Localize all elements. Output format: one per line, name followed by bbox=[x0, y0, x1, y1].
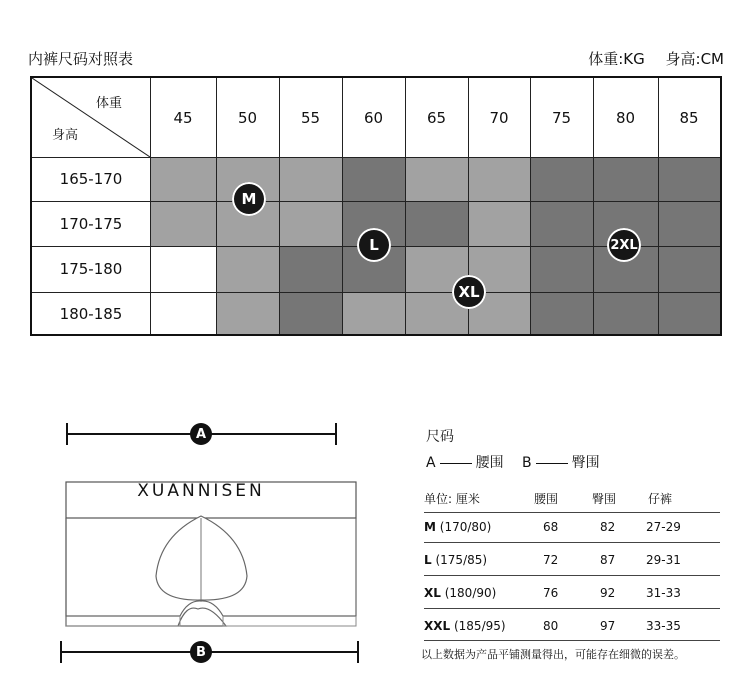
grid-cell bbox=[150, 201, 216, 246]
grid-vline bbox=[658, 78, 659, 334]
spec-pants: 31-33 bbox=[646, 586, 681, 600]
spec-divider bbox=[424, 542, 720, 543]
size-badge-m: M bbox=[232, 182, 266, 216]
weight-unit: 体重:KG bbox=[588, 50, 645, 68]
spec-divider bbox=[424, 575, 720, 576]
legend-b-key: B bbox=[522, 455, 532, 471]
spec-size: XXL bbox=[424, 619, 451, 633]
grid-cell bbox=[279, 246, 342, 292]
weight-header: 60 bbox=[363, 108, 384, 127]
spec-waist: 80 bbox=[543, 619, 559, 633]
grid-hline bbox=[32, 157, 720, 158]
grid-cell bbox=[405, 157, 468, 201]
grid-vline bbox=[530, 78, 531, 334]
spec-waist: 68 bbox=[543, 520, 559, 534]
spec-hip: 82 bbox=[600, 520, 616, 534]
corner-diagonal bbox=[32, 78, 150, 157]
grid-vline bbox=[405, 78, 406, 334]
brand-name: XUANNISEN bbox=[137, 481, 265, 501]
grid-cell bbox=[658, 246, 720, 292]
spec-header-unit: 单位: 厘米 bbox=[424, 492, 480, 506]
grid-vline bbox=[593, 78, 594, 334]
height-row-label: 165-170 bbox=[59, 170, 123, 188]
weight-header: 65 bbox=[426, 108, 447, 127]
grid-cell bbox=[150, 157, 216, 201]
spec-range: (185/95) bbox=[453, 619, 506, 633]
grid-cell bbox=[530, 157, 593, 201]
size-badge-2xl: 2XL bbox=[607, 228, 641, 262]
grid-cell bbox=[468, 201, 530, 246]
height-unit: 身高:CM bbox=[665, 50, 724, 68]
weight-header: 75 bbox=[551, 108, 572, 127]
height-row-label: 180-185 bbox=[59, 305, 123, 323]
height-row-label: 170-175 bbox=[59, 214, 123, 233]
grid-cell bbox=[342, 292, 405, 334]
spec-hip: 92 bbox=[600, 586, 616, 600]
spec-row bbox=[424, 578, 720, 608]
spec-waist: 72 bbox=[543, 553, 559, 567]
spec-divider bbox=[424, 640, 720, 641]
spec-range: (175/85) bbox=[435, 553, 488, 567]
grid-vline bbox=[150, 78, 151, 334]
grid-cell bbox=[468, 157, 530, 201]
grid-cell bbox=[405, 201, 468, 246]
height-row-label: 175-180 bbox=[59, 260, 123, 278]
legend-a-text: 腰围 bbox=[475, 455, 504, 471]
grid-hline bbox=[32, 201, 720, 202]
weight-header: 80 bbox=[615, 108, 636, 127]
weight-header: 70 bbox=[489, 108, 509, 127]
size-badge-xl: XL bbox=[452, 275, 486, 309]
weight-header: 55 bbox=[300, 108, 321, 127]
grid-cell bbox=[658, 201, 720, 246]
spec-header-waist: 腰围 bbox=[534, 492, 559, 506]
grid-cell bbox=[342, 157, 405, 201]
legend-a-key: A bbox=[426, 455, 436, 471]
grid-cell bbox=[279, 292, 342, 334]
grid-cell bbox=[530, 201, 593, 246]
legend-b-text: 臀围 bbox=[571, 455, 600, 471]
measurement-note: 以上数据为产品平铺测量得出，可能存在细微的误差。 bbox=[421, 648, 685, 661]
spec-range: (170/80) bbox=[439, 520, 492, 534]
grid-cell bbox=[658, 157, 720, 201]
chart-title: 内裤尺码对照表 bbox=[28, 50, 134, 68]
grid-cell bbox=[658, 292, 720, 334]
grid-cell bbox=[216, 246, 279, 292]
grid-vline bbox=[279, 78, 280, 334]
size-badge-l: L bbox=[357, 228, 391, 262]
grid-cell bbox=[216, 292, 279, 334]
grid-vline bbox=[342, 78, 343, 334]
grid-cell bbox=[279, 201, 342, 246]
grid-cell bbox=[530, 292, 593, 334]
spec-range: (180/90) bbox=[444, 586, 497, 600]
spec-pants: 33-35 bbox=[646, 619, 681, 633]
spec-legend bbox=[426, 452, 614, 472]
spec-row bbox=[424, 611, 720, 641]
spec-hip: 87 bbox=[600, 553, 616, 567]
grid-cell bbox=[150, 292, 216, 334]
grid-cell bbox=[593, 292, 658, 334]
spec-size: XL bbox=[424, 586, 441, 600]
grid-cell bbox=[279, 157, 342, 201]
grid-cell bbox=[530, 246, 593, 292]
spec-pants: 29-31 bbox=[646, 553, 681, 567]
weight-header: 45 bbox=[173, 108, 193, 127]
grid-hline bbox=[32, 292, 720, 293]
spec-header-pants: 仔裤 bbox=[648, 492, 673, 506]
spec-title: 尺码 bbox=[426, 429, 454, 445]
dimension-a-marker: A bbox=[190, 423, 212, 445]
spec-hip: 97 bbox=[600, 619, 616, 633]
corner-weight-label: 体重 bbox=[96, 96, 123, 111]
dimension-b-marker: B bbox=[190, 641, 212, 663]
spec-pants: 27-29 bbox=[646, 520, 681, 534]
grid-vline bbox=[216, 78, 217, 334]
weight-header: 50 bbox=[237, 108, 258, 127]
size-grid bbox=[30, 76, 722, 336]
grid-cell bbox=[150, 246, 216, 292]
spec-waist: 76 bbox=[543, 586, 559, 600]
spec-row bbox=[424, 512, 720, 542]
spec-size: M bbox=[424, 520, 436, 534]
spec-row bbox=[424, 545, 720, 575]
spec-header-hip: 臀围 bbox=[592, 492, 617, 506]
corner-height-label: 身高 bbox=[52, 128, 79, 143]
spec-size: L bbox=[424, 553, 432, 567]
weight-header: 85 bbox=[679, 108, 699, 127]
spec-divider bbox=[424, 608, 720, 609]
spec-header-row bbox=[424, 482, 720, 512]
units-legend bbox=[588, 48, 724, 69]
grid-cell bbox=[593, 157, 658, 201]
